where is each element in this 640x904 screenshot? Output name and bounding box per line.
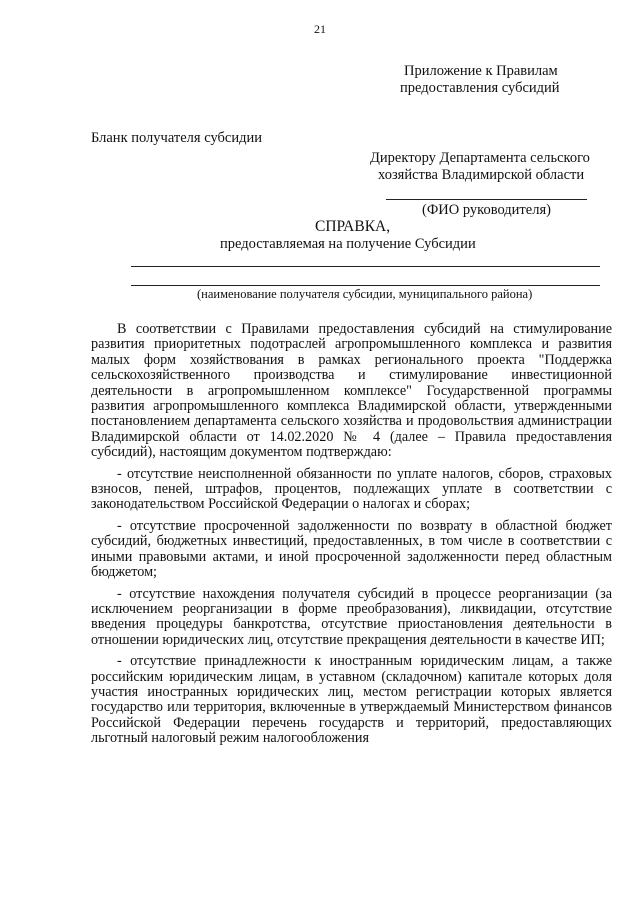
item-no-foreign-ownership: - отсутствие принадлежности к иностранным юридическим лицам, а также российским юридическим лицам, в уставном (складочном) капитале которых доля участия иностранных юридических лиц, местом регистрации которых является государство или территория, включенные в утверждаемый Министерством финансов Российской Федерации перечень государств и территорий, предоставляющих льготный налоговый режим налогообложения bbox=[91, 653, 612, 747]
document-title: СПРАВКА, bbox=[315, 218, 391, 235]
addressee-line-2: хозяйства Владимирской области bbox=[378, 167, 585, 183]
addressee-line-1: Директору Департамента сельского bbox=[370, 150, 590, 166]
item-no-reorganization: - отсутствие нахождения получателя субсидий в процессе реорганизации (за исключением реорганизации в форме преобразования), ликвидации, отсутствие введения процедуры банкротства, отсутствие приостановления деятельности в отношении юридических лиц, отсутствие прекращения деятельности в качестве ИП; bbox=[91, 585, 612, 648]
item-no-tax-debt: - отсутствие неисполненной обязанности по уплате налогов, сборов, страховых взносов, пеней, штрафов, процентов, подлежащих уплате в соответствии с законодательством Российской Федерации о налогах и сборах; bbox=[91, 465, 612, 513]
certificate-body bbox=[91, 322, 612, 747]
appendix-line-1: Приложение к Правилам bbox=[404, 63, 558, 79]
appendix-line-2: предоставления субсидий bbox=[400, 80, 560, 96]
page-number: 21 bbox=[314, 22, 326, 36]
item-no-budget-debt: - отсутствие просроченной задолженности по возврату в областной бюджет субсидий, бюджетных инвестиций, предоставленных, в том числе в соответствии с иными правовыми актами, и иной просроченной задолженности перед областным бюджетом; bbox=[91, 517, 612, 581]
recipient-name-line-1 bbox=[131, 266, 600, 267]
recipient-caption: (наименование получателя субсидии, муниципального района) bbox=[197, 287, 533, 301]
recipient-name-line-2 bbox=[131, 285, 600, 286]
form-label: Бланк получателя субсидии bbox=[91, 130, 262, 146]
director-name-caption: (ФИО руководителя) bbox=[422, 202, 551, 218]
director-name-line bbox=[386, 199, 587, 200]
document-subtitle: предоставляемая на получение Субсидии bbox=[220, 236, 476, 252]
intro-paragraph: В соответствии с Правилами предоставления субсидий на стимулирование развития приоритетных подотраслей агропромышленного комплекса и развития малых форм хозяйствования в рамках регионального проекта "Поддержка сельскохозяйственного производства и стимулирование инвестиционной деятельности в агропромышленном комплексе" Государственной программы развития агропромышленного комплекса Владимирской области, утвержденными постановлением департамента сельского хозяйства и продовольствия администрации Владимирской области от 14.02.2020 № 4 (далее – Правила предоставления субсидий), настоящим документом подтверждаю: bbox=[91, 321, 612, 461]
